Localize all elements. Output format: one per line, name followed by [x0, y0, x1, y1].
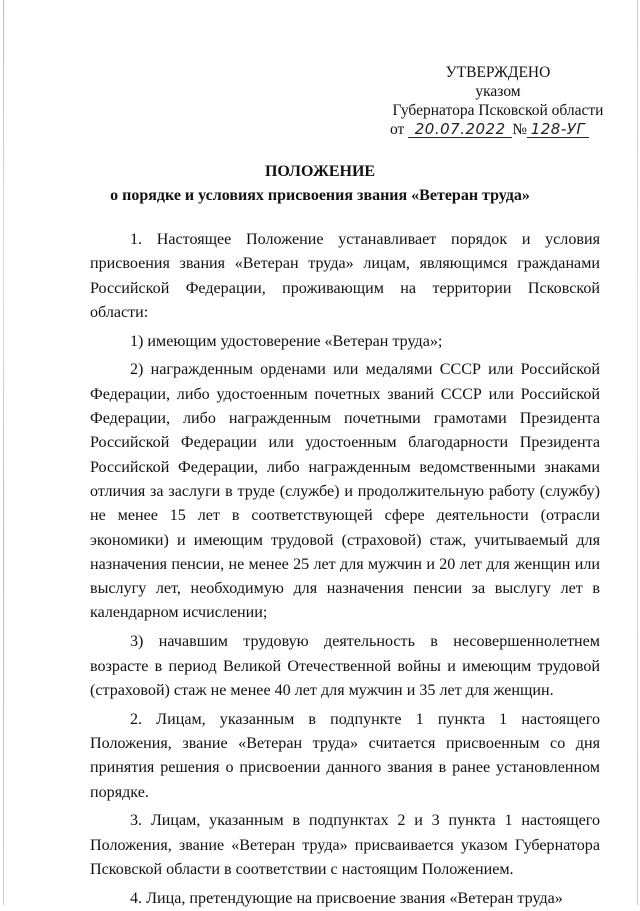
paragraph-1-2: 2) награжденным орденами или медалями СССР или Российской Федерации, либо удостоенным почетных званий СССР или Российской Федерации, либо награжденным почетными грамотами Президента Российской Федерации или удостоенным благодарности Президента Российской Федерации, либо награжденным ведомственными знаками отличия за заслуги в труде (службе) и продолжительную работу (службу) не менее 15 лет в соответствующей сфере деятельности (отрасли экономики) и имеющим трудовой (страховой) стаж, учитываемый для назначения пенсии, не менее 25 лет для мужчин и 20 лет для женщин или выслугу лет, необходимую для назначения пенсии за выслугу лет в календарном исчислении;	[90, 361, 600, 622]
document-title: ПОЛОЖЕНИЕ	[264, 163, 376, 180]
paragraph-4: 4. Лица, претендующие на присвоение звания «Ветеран труда»	[130, 889, 563, 907]
paragraph-3: 3. Лицам, указанным в подпунктах 2 и 3 пункта 1 настоящего Положения, звание «Ветеран труда» присваивается указом Губернатора Псковской области в соответствии с настоящим Положением.	[90, 812, 600, 878]
approval-decree: указом	[475, 83, 521, 100]
approval-date-line	[386, 120, 610, 139]
paragraph-1-1: 1) имеющим удостоверение «Ветеран труда»;	[130, 332, 443, 350]
scan-edge-right	[637, 0, 638, 905]
approval-block	[386, 63, 610, 139]
handwritten-number: 128-УГ	[527, 121, 589, 138]
approval-governor: Губернатора Псковской области	[392, 102, 604, 119]
paragraph-1: 1. Настоящее Положение устанавливает порядок и условия присвоения звания «Ветеран труда» лицам, являющимся гражданами Российской Федерации, проживающим на территории Псковской области:	[90, 231, 600, 321]
paragraph-1-3: 3) начавшим трудовую деятельность в несовершеннолетнем возрасте в период Великой Отечественной войны и имеющим трудовой (страховой) стаж не менее 40 лет для мужчин и 35 лет для женщин.	[90, 633, 600, 699]
approval-heading: УТВЕРЖДЕНО	[445, 64, 551, 81]
handwritten-date: 20.07.2022	[408, 121, 512, 138]
document-body	[90, 228, 600, 911]
scan-edge-left	[3, 0, 4, 905]
document-subtitle: о порядке и условиях присвоения звания «Ветеран труда»	[110, 187, 530, 204]
paragraph-2: 2. Лицам, указанным в подпункте 1 пункта 1 настоящего Положения, звание «Ветеран труда» считается присвоенным со дня принятия решения о присвоении данного звания в ранее установленном порядке.	[90, 710, 600, 801]
approval-from-label: от	[390, 121, 405, 138]
number-sign: №	[512, 121, 527, 138]
